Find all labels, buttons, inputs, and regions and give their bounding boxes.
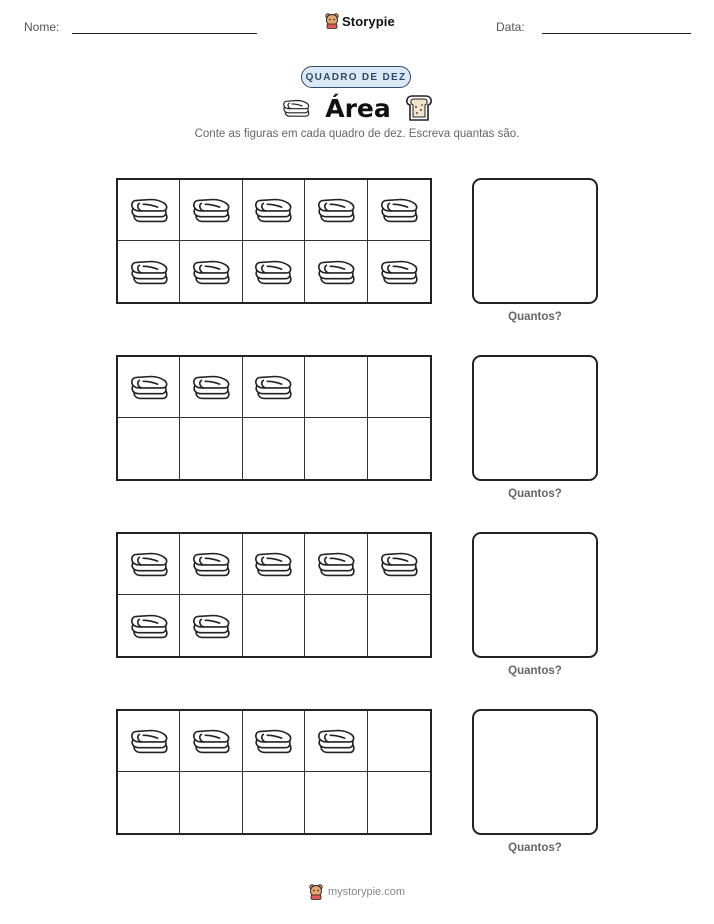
folded-towel-icon — [378, 257, 420, 287]
frame-cell — [118, 357, 180, 418]
frame-cell — [118, 180, 180, 241]
frame-cell — [243, 357, 305, 418]
folded-towel-icon — [190, 195, 232, 225]
frame-cell — [368, 772, 430, 833]
frame-cell — [180, 534, 242, 595]
answer-box-4[interactable] — [472, 709, 598, 835]
frame-cell — [368, 241, 430, 302]
frame-cell — [368, 711, 430, 772]
frame-cell — [180, 241, 242, 302]
frame-cell — [243, 534, 305, 595]
frame-cell — [368, 418, 430, 479]
frame-cell — [243, 418, 305, 479]
folded-towel-icon — [315, 549, 357, 579]
folded-towel-icon — [315, 726, 357, 756]
folded-towel-icon — [128, 257, 170, 287]
frame-cell — [180, 180, 242, 241]
frame-cell — [368, 595, 430, 656]
folded-towel-icon — [128, 611, 170, 641]
ten-frame-4 — [116, 709, 432, 835]
frame-cell — [118, 595, 180, 656]
frame-cell — [243, 241, 305, 302]
frame-cell — [305, 772, 367, 833]
frame-cell — [305, 534, 367, 595]
brand-logo — [325, 13, 395, 29]
answer-label: Quantos? — [508, 488, 562, 500]
folded-towel-icon — [190, 611, 232, 641]
frame-cell — [118, 772, 180, 833]
brand-name: Storypie — [342, 13, 395, 29]
answer-label: Quantos? — [508, 311, 562, 323]
frame-cell — [243, 595, 305, 656]
answer-box-1[interactable] — [472, 178, 598, 304]
frame-cell — [118, 711, 180, 772]
answer-label: Quantos? — [508, 842, 562, 854]
frame-cell — [180, 418, 242, 479]
folded-towel-icon — [378, 549, 420, 579]
folded-towel-icon — [190, 726, 232, 756]
frame-cell — [180, 772, 242, 833]
frame-cell — [368, 534, 430, 595]
answer-box-3[interactable] — [472, 532, 598, 658]
frame-cell — [305, 180, 367, 241]
towel-icon — [281, 97, 311, 119]
frame-cell — [118, 534, 180, 595]
frame-cell — [243, 180, 305, 241]
folded-towel-icon — [378, 195, 420, 225]
folded-towel-icon — [190, 372, 232, 402]
folded-towel-icon — [252, 257, 294, 287]
frame-cell — [180, 711, 242, 772]
answer-box-2[interactable] — [472, 355, 598, 481]
frame-cell — [180, 357, 242, 418]
footer-url: mystorypie.com — [327, 886, 406, 898]
frame-cell — [305, 595, 367, 656]
title-row — [0, 92, 714, 124]
frame-cell — [305, 241, 367, 302]
frame-cell — [368, 357, 430, 418]
worksheet-type-badge: QUADRO DE DEZ — [301, 66, 411, 88]
frame-cell — [305, 418, 367, 479]
folded-towel-icon — [252, 549, 294, 579]
folded-towel-icon — [128, 549, 170, 579]
bear-logo-icon — [309, 884, 323, 900]
toast-icon — [405, 93, 433, 123]
bear-logo-icon — [325, 13, 339, 29]
frame-cell — [118, 418, 180, 479]
instructions: Conte as figuras em cada quadro de dez. Escreva quantas são. — [194, 128, 520, 140]
frame-cell — [243, 711, 305, 772]
page-title: Área — [325, 93, 391, 123]
frame-cell — [305, 711, 367, 772]
ten-frame-2 — [116, 355, 432, 481]
folded-towel-icon — [315, 195, 357, 225]
frame-cell — [243, 772, 305, 833]
frame-cell — [180, 595, 242, 656]
frame-cell — [118, 241, 180, 302]
folded-towel-icon — [128, 372, 170, 402]
folded-towel-icon — [252, 372, 294, 402]
date-line[interactable] — [542, 33, 691, 34]
name-label: Nome: — [24, 20, 60, 34]
ten-frame-1 — [116, 178, 432, 304]
name-line[interactable] — [72, 33, 257, 34]
date-label: Data: — [496, 20, 525, 34]
folded-towel-icon — [252, 726, 294, 756]
folded-towel-icon — [190, 257, 232, 287]
folded-towel-icon — [252, 195, 294, 225]
ten-frame-3 — [116, 532, 432, 658]
frame-cell — [368, 180, 430, 241]
folded-towel-icon — [190, 549, 232, 579]
folded-towel-icon — [315, 257, 357, 287]
folded-towel-icon — [128, 726, 170, 756]
folded-towel-icon — [128, 195, 170, 225]
answer-label: Quantos? — [508, 665, 562, 677]
footer — [0, 884, 714, 900]
frame-cell — [305, 357, 367, 418]
